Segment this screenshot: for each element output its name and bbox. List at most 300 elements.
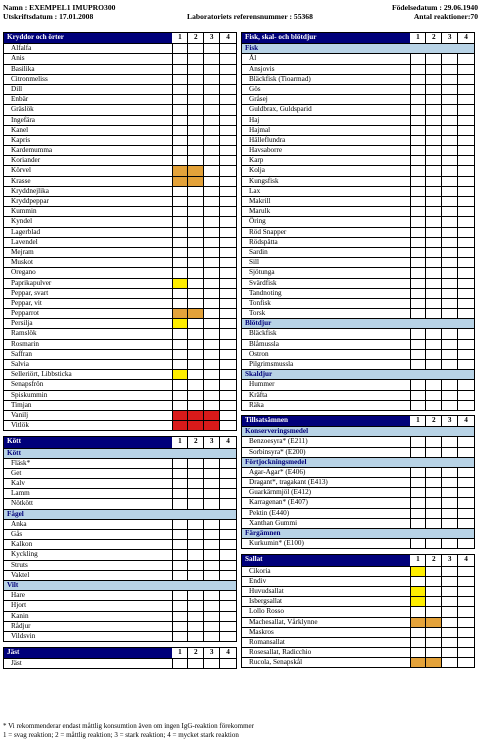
reaction-cell [411, 509, 427, 518]
food-name: Gös [242, 85, 411, 94]
section-header [4, 648, 236, 658]
food-name: Pektin (E440) [242, 509, 411, 518]
reaction-cell [204, 550, 220, 559]
footnote: * Vi rekommenderar endast måttlig konsumtion även om ingen IgG-reaktion förekommer [3, 722, 254, 730]
reaction-cell [188, 499, 204, 508]
food-name: Vanilj [4, 411, 173, 420]
reaction-cell [220, 299, 236, 308]
reaction-cell [426, 607, 442, 616]
reaction-cell [188, 459, 204, 468]
reaction-cell [188, 360, 204, 369]
reaction-cell [442, 65, 458, 74]
food-row [4, 247, 236, 257]
reaction-cell [458, 567, 474, 576]
reaction-cell [188, 116, 204, 125]
reaction-cell [411, 488, 427, 497]
patient-details [392, 3, 478, 21]
food-name: Ingefära [4, 116, 173, 125]
food-name: Hajmal [242, 126, 411, 135]
reaction-cell [442, 648, 458, 657]
reaction-cell [426, 228, 442, 237]
food-name: Koriander [4, 156, 173, 165]
reaction-cell [442, 268, 458, 277]
food-name: Tandnoting [242, 289, 411, 298]
food-name: Struts [4, 561, 173, 570]
reaction-cell [442, 217, 458, 226]
reaction-cell [426, 126, 442, 135]
food-row [242, 186, 474, 196]
food-name: Havsaborre [242, 146, 411, 155]
food-name: Isbergsallat [242, 597, 411, 606]
reaction-cell [220, 136, 236, 145]
reaction-level-3-cell [173, 411, 189, 420]
food-name: Ål [242, 54, 411, 63]
food-row [242, 487, 474, 497]
reaction-cell [204, 299, 220, 308]
reaction-cell [220, 540, 236, 549]
column-header-3: 3 [442, 33, 458, 43]
reaction-cell [173, 238, 189, 247]
reaction-cell [426, 577, 442, 586]
reaction-cell [458, 618, 474, 627]
reaction-cell [458, 597, 474, 606]
reaction-cell [173, 197, 189, 206]
reaction-cell [426, 519, 442, 528]
reaction-cell [204, 85, 220, 94]
reaction-cell [442, 539, 458, 548]
reaction-cell [426, 105, 442, 114]
reaction-cell [188, 146, 204, 155]
food-name: Ostron [242, 350, 411, 359]
reaction-cell [204, 571, 220, 580]
reaction-cell [220, 207, 236, 216]
reaction-cell [411, 268, 427, 277]
reaction-cell [411, 437, 427, 446]
reaction-level-2-cell [173, 309, 189, 318]
reaction-cell [426, 65, 442, 74]
reaction-cell [220, 571, 236, 580]
food-row [242, 257, 474, 267]
reaction-cell [204, 632, 220, 641]
reaction-cell [220, 391, 236, 400]
reaction-cell [204, 166, 220, 175]
subgroup-header [242, 457, 474, 467]
reaction-cell [220, 520, 236, 529]
food-row [242, 627, 474, 637]
reaction-cell [204, 540, 220, 549]
food-name: Tonfisk [242, 299, 411, 308]
food-row [242, 278, 474, 288]
reaction-cell [220, 44, 236, 53]
reaction-cell [442, 329, 458, 338]
reaction-cell [442, 309, 458, 318]
reaction-cell [204, 350, 220, 359]
reaction-level-1-cell [173, 279, 189, 288]
reaction-cell [204, 612, 220, 621]
reaction-cell [188, 65, 204, 74]
food-row [4, 539, 236, 549]
reaction-cell [220, 85, 236, 94]
reaction-cell [188, 380, 204, 389]
reaction-cell [426, 391, 442, 400]
reaction-cell [220, 421, 236, 430]
reaction-cell [442, 638, 458, 647]
reaction-cell [220, 228, 236, 237]
reaction-cell [458, 309, 474, 318]
reaction-cell [220, 258, 236, 267]
reaction-cell [426, 329, 442, 338]
reaction-cell [188, 622, 204, 631]
food-name: Anka [4, 520, 173, 529]
reaction-cell [204, 248, 220, 257]
reaction-cell [220, 166, 236, 175]
food-row [4, 94, 236, 104]
food-name: Lax [242, 187, 411, 196]
reaction-level-1-cell [411, 597, 427, 606]
food-row [4, 216, 236, 226]
food-row [4, 359, 236, 369]
reaction-cell [204, 217, 220, 226]
reaction-cell [458, 166, 474, 175]
reaction-cell [188, 659, 204, 668]
reaction-cell [173, 289, 189, 298]
reaction-cell [426, 166, 442, 175]
food-name: Kyndel [4, 217, 173, 226]
reaction-cell [204, 329, 220, 338]
food-name: Marulk [242, 207, 411, 216]
food-name: Dill [4, 85, 173, 94]
food-row [4, 549, 236, 559]
reaction-cell [426, 177, 442, 186]
reaction-cell [458, 340, 474, 349]
reaction-cell [204, 340, 220, 349]
reaction-cell [173, 228, 189, 237]
reaction-cell [426, 437, 442, 446]
section-title: Kryddor och örter [4, 33, 173, 43]
food-row [242, 216, 474, 226]
reaction-cell [188, 550, 204, 559]
section-title: Tillsatsämnen [242, 416, 411, 426]
reaction-cell [442, 401, 458, 410]
reaction-cell [188, 401, 204, 410]
reaction-cell [442, 258, 458, 267]
column-header-1: 1 [173, 437, 189, 447]
reaction-cell [188, 299, 204, 308]
reaction-cell [173, 530, 189, 539]
food-row [4, 206, 236, 216]
reaction-cell [204, 105, 220, 114]
food-row [4, 631, 236, 641]
reaction-cell [173, 659, 189, 668]
food-name: Senapsfrön [4, 380, 173, 389]
reaction-cell [442, 478, 458, 487]
food-row [242, 400, 474, 410]
food-row [4, 369, 236, 379]
food-name: Get [4, 469, 173, 478]
column-header-4: 4 [458, 416, 474, 426]
food-row [4, 488, 236, 498]
reaction-cell [173, 401, 189, 410]
reaction-cell [411, 468, 427, 477]
reaction-cell [442, 299, 458, 308]
reaction-cell [411, 177, 427, 186]
food-name: Sardin [242, 248, 411, 257]
reaction-cell [173, 622, 189, 631]
reaction-cell [426, 628, 442, 637]
food-row [4, 288, 236, 298]
food-name: Guldbrax, Guldsparid [242, 105, 411, 114]
section-header [242, 33, 474, 43]
reaction-cell [188, 469, 204, 478]
section-header [242, 416, 474, 426]
food-name: Kardemumma [4, 146, 173, 155]
reaction-cell [442, 238, 458, 247]
reaction-cell [426, 638, 442, 647]
food-name: Dragant*, tragakant (E413) [242, 478, 411, 487]
food-name: Kryddnejlika [4, 187, 173, 196]
reaction-cell [220, 360, 236, 369]
food-row [4, 125, 236, 135]
reaction-cell [173, 479, 189, 488]
reaction-cell [220, 659, 236, 668]
food-name: Benzoesyra* (E211) [242, 437, 411, 446]
food-name: Sorbinsyra* (E200) [242, 448, 411, 457]
food-row [4, 390, 236, 400]
food-name: Kurkumin* (E100) [242, 539, 411, 548]
reaction-level-2-cell [173, 166, 189, 175]
reaction-cell [220, 116, 236, 125]
reaction-cell [173, 380, 189, 389]
reaction-cell [442, 509, 458, 518]
reaction-cell [411, 519, 427, 528]
reaction-cell [426, 587, 442, 596]
food-row [242, 349, 474, 359]
food-name: Bläckfisk [242, 329, 411, 338]
food-name: Enbär [4, 95, 173, 104]
reaction-cell [411, 136, 427, 145]
food-name: Fläsk* [4, 459, 173, 468]
reaction-cell [173, 268, 189, 277]
reaction-cell [411, 350, 427, 359]
food-name: Endiv [242, 577, 411, 586]
food-row [4, 590, 236, 600]
food-row [4, 74, 236, 84]
reaction-cell [458, 448, 474, 457]
reaction-cell [426, 488, 442, 497]
reaction-cell [442, 279, 458, 288]
reaction-cell [188, 329, 204, 338]
reaction-level-2-cell [426, 618, 442, 627]
food-name: Kryddpeppar [4, 197, 173, 206]
reaction-cell [204, 177, 220, 186]
reaction-cell [426, 238, 442, 247]
reaction-cell [204, 319, 220, 328]
reaction-cell [426, 268, 442, 277]
reaction-cell [204, 65, 220, 74]
reaction-cell [411, 448, 427, 457]
reaction-cell [220, 279, 236, 288]
reaction-cell [442, 105, 458, 114]
reaction-cell [458, 126, 474, 135]
reaction-cell [188, 54, 204, 63]
reaction-cell [426, 380, 442, 389]
food-row [4, 318, 236, 328]
reaction-cell [204, 380, 220, 389]
food-row [4, 420, 236, 430]
reaction-cell [458, 156, 474, 165]
reaction-cell [204, 126, 220, 135]
reaction-cell [220, 268, 236, 277]
reaction-cell [426, 648, 442, 657]
reaction-cell [173, 550, 189, 559]
food-name: Räka [242, 401, 411, 410]
reaction-cell [411, 478, 427, 487]
food-row [4, 165, 236, 175]
food-row [242, 84, 474, 94]
column-header-3: 3 [442, 555, 458, 565]
reaction-cell [458, 238, 474, 247]
food-name: Romansallat [242, 638, 411, 647]
reaction-cell [173, 469, 189, 478]
reaction-cell [188, 561, 204, 570]
reaction-cell [188, 279, 204, 288]
reaction-cell [411, 648, 427, 657]
reaction-cell [442, 116, 458, 125]
food-name: Öring [242, 217, 411, 226]
food-name: Kräfta [242, 391, 411, 400]
reaction-cell [204, 197, 220, 206]
reaction-cell [458, 75, 474, 84]
food-name: Muskot [4, 258, 173, 267]
reaction-cell [204, 370, 220, 379]
column-header-2: 2 [426, 416, 442, 426]
food-row [242, 125, 474, 135]
food-name: Lollo Rosso [242, 607, 411, 616]
food-name: Pilgrimsmussla [242, 360, 411, 369]
lab-reference: Laboratoriets referensnummer : 55368 [187, 12, 313, 21]
food-row [242, 359, 474, 369]
reaction-cell [188, 319, 204, 328]
reaction-cell [458, 116, 474, 125]
reaction-cell [204, 156, 220, 165]
reaction-cell [204, 75, 220, 84]
food-name: Persilja [4, 319, 173, 328]
reaction-cell [411, 329, 427, 338]
reaction-cell [458, 539, 474, 548]
reaction-cell [173, 85, 189, 94]
reaction-cell [173, 391, 189, 400]
food-name: Citronmeliss [4, 75, 173, 84]
reaction-cell [458, 187, 474, 196]
reaction-cell [411, 340, 427, 349]
reaction-cell [411, 95, 427, 104]
food-name: Kyckling [4, 550, 173, 559]
food-row [4, 53, 236, 63]
reaction-cell [220, 601, 236, 610]
food-name: Kanel [4, 126, 173, 135]
reaction-cell [173, 601, 189, 610]
reaction-cell [426, 539, 442, 548]
reaction-cell [204, 44, 220, 53]
section-title: Sallat [242, 555, 411, 565]
reaction-cell [411, 279, 427, 288]
food-name: Karragenan* (E407) [242, 498, 411, 507]
reaction-cell [188, 612, 204, 621]
food-row [242, 196, 474, 206]
food-name: Vitlök [4, 421, 173, 430]
food-row [242, 447, 474, 457]
reaction-cell [173, 248, 189, 257]
food-name: Sjötunga [242, 268, 411, 277]
food-name: Sill [242, 258, 411, 267]
reaction-cell [442, 658, 458, 667]
subgroup-title: Förtjockningsmedel [245, 457, 307, 466]
reaction-cell [188, 44, 204, 53]
food-name: Spiskummin [4, 391, 173, 400]
reaction-cell [442, 350, 458, 359]
reaction-cell [426, 350, 442, 359]
food-row [242, 247, 474, 257]
reaction-cell [188, 601, 204, 610]
reaction-cell [173, 54, 189, 63]
reaction-cell [188, 217, 204, 226]
reaction-cell [173, 340, 189, 349]
food-name: Krasse [4, 177, 173, 186]
reaction-cell [442, 488, 458, 497]
reaction-cell [173, 207, 189, 216]
reaction-level-2-cell [188, 166, 204, 175]
reaction-cell [411, 166, 427, 175]
reaction-cell [411, 217, 427, 226]
reaction-cell [204, 391, 220, 400]
reaction-level-2-cell [188, 309, 204, 318]
reaction-cell [220, 591, 236, 600]
food-name: Anis [4, 54, 173, 63]
reaction-cell [442, 498, 458, 507]
reaction-cell [458, 217, 474, 226]
reaction-cell [411, 126, 427, 135]
reaction-cell [204, 601, 220, 610]
food-name: Xanthan Gummi [242, 519, 411, 528]
food-row [4, 43, 236, 53]
food-row [4, 328, 236, 338]
food-name: Kalv [4, 479, 173, 488]
reaction-level-1-cell [411, 587, 427, 596]
reaction-cell [458, 289, 474, 298]
reaction-cell [458, 360, 474, 369]
reaction-cell [411, 65, 427, 74]
reaction-cell [220, 309, 236, 318]
reaction-cell [188, 571, 204, 580]
reaction-cell [173, 540, 189, 549]
reaction-cell [458, 136, 474, 145]
reaction-cell [458, 488, 474, 497]
reaction-cell [426, 360, 442, 369]
reaction-cell [458, 628, 474, 637]
food-row [4, 196, 236, 206]
food-row [242, 155, 474, 165]
column-header-1: 1 [411, 416, 427, 426]
reaction-cell [173, 360, 189, 369]
reaction-cell [188, 350, 204, 359]
food-row [4, 658, 236, 668]
reaction-cell [411, 258, 427, 267]
column-header-2: 2 [188, 33, 204, 43]
reaction-cell [220, 197, 236, 206]
food-row [242, 497, 474, 507]
food-row [4, 458, 236, 468]
reaction-cell [442, 207, 458, 216]
